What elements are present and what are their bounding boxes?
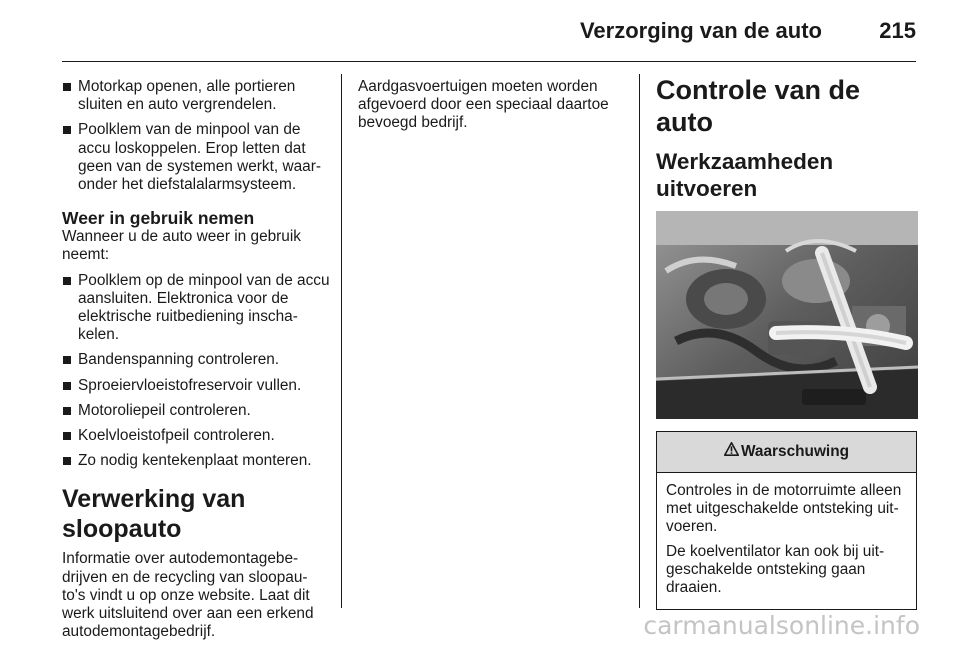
list-item: Zo nodig kentekenplaat monteren. — [62, 452, 330, 470]
section-heading: Verwerking van sloopauto — [62, 485, 246, 544]
column-separator — [639, 74, 640, 608]
warning-paragraph: Controles in de motorruimte alleen met uitgeschakelde ontsteking uit-voeren. — [666, 482, 902, 536]
list-item: Poolklem van de minpool van de accu loskoppelen. Erop letten dat geen van de systemen werkt, waar-onder het diefstalalarmsysteem. — [62, 121, 330, 194]
page-header — [62, 18, 916, 54]
list-item: Bandenspanning controleren. — [62, 351, 330, 369]
list-item: Motoroliepeil controleren. — [62, 402, 330, 420]
section-subheading: Werkzaamheden uitvoeren — [656, 149, 834, 201]
chapter-heading: Controle van de auto — [656, 75, 861, 137]
section-body: Aardgasvoertuigen moeten worden afgevoerd door een speciaal daartoe bevoegd bedrijf. — [358, 78, 609, 132]
list-item: Poolklem op de minpool van de accu aansluiten. Elektronica voor de elektrische ruitbediening inscha-kelen. — [62, 272, 330, 345]
warning-header — [657, 432, 916, 473]
column-separator — [341, 74, 342, 608]
page-header-title: Verzorging van de auto — [579, 18, 822, 43]
list-item: Motorkap openen, alle portieren sluiten en auto vergrendelen. — [62, 78, 330, 114]
header-rule — [62, 61, 916, 62]
list-item: Koelvloeistofpeil controleren. — [62, 427, 330, 445]
column-middle — [358, 78, 626, 140]
storage-steps-list — [62, 78, 330, 194]
page-number: 215 — [879, 18, 916, 43]
section-body: Informatie over autodemontagebe-drijven en de recycling van sloopau-to's vindt u op onze website. Laat dit werk uitsluitend over aan een erkend autodemontagebedrijf. — [62, 550, 314, 641]
column-left — [62, 78, 330, 648]
list-item: Sproeiervloeistofreservoir vullen. — [62, 377, 330, 395]
recommissioning-steps-list — [62, 272, 330, 471]
section-intro: Wanneer u de auto weer in gebruik neemt: — [62, 228, 301, 264]
warning-title: Waarschuwing — [740, 442, 850, 460]
warning-box — [656, 431, 917, 610]
column-right — [656, 75, 918, 610]
warning-body — [657, 473, 916, 609]
engine-bay-photo — [656, 211, 918, 419]
warning-paragraph: De koelventilator kan ook bij uit-geschakelde ontsteking gaan draaien. — [666, 542, 885, 597]
watermark: carmanualsonline.info — [643, 611, 920, 640]
section-subheading: Weer in gebruik nemen — [62, 208, 255, 229]
warning-triangle-icon — [724, 442, 739, 461]
